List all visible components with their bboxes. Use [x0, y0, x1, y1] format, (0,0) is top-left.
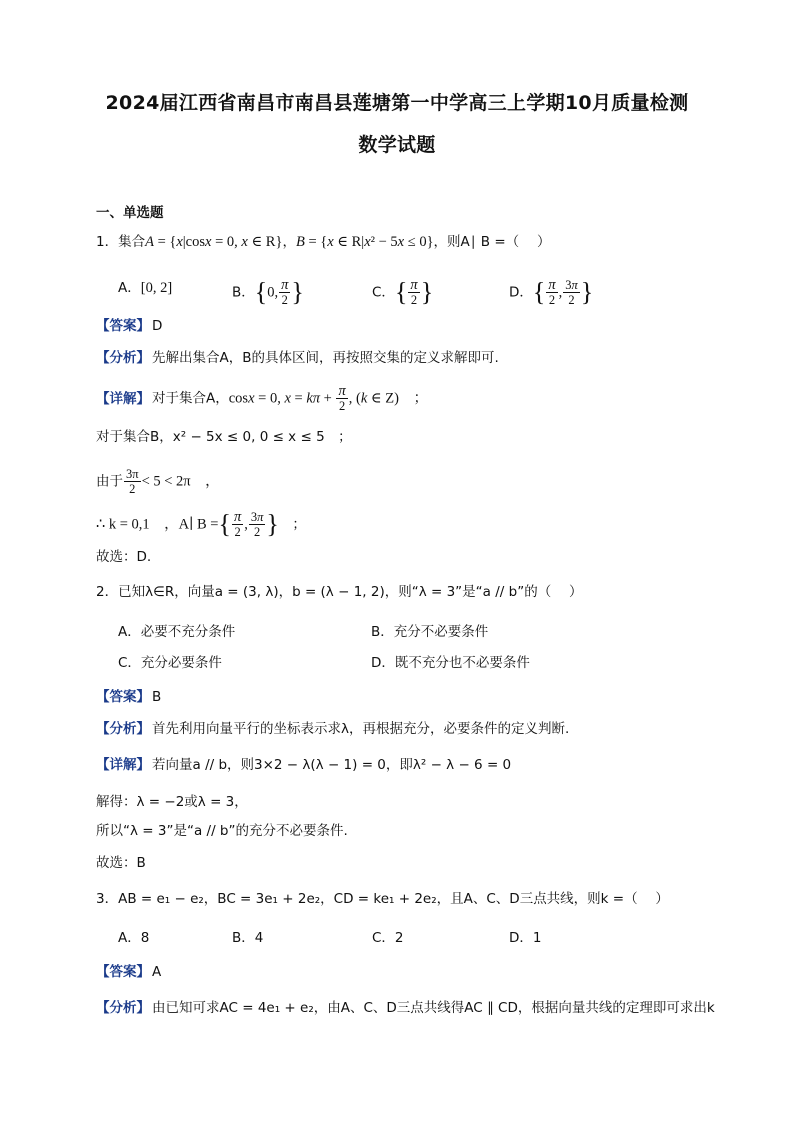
q2-option-c: C．充分必要条件	[118, 655, 222, 671]
q2-answer: 【答案】 B	[96, 689, 162, 705]
q1-option-d: D．{ $\frac{\pi}{2}$ , $\frac{3\pi}{2}$ }	[509, 277, 594, 307]
q2-choose: 故选：B	[96, 855, 146, 871]
q2-analysis: 【分析】 首先利用向量平行的坐标表示求λ，再根据充分，必要条件的定义判断.	[96, 721, 570, 737]
q1-analysis: 【分析】 先解出集合A，B的具体区间，再按照交集的定义求解即可.	[96, 350, 499, 366]
q2-option-b: B．充分不必要条件	[371, 624, 489, 640]
q3-analysis: 【分析】 由已知可求AC = 4e₁ + e₂，由A、C、D三点共线得AC ∥ CD，根据向量共线的定理即可求出k	[96, 1000, 715, 1016]
q1-step3: 由于 $\frac{3\pi}{2}$ < 5 < 2π ，	[96, 467, 220, 496]
q1-option-c: C．{ $\frac{\pi}{2}$ }	[372, 277, 434, 307]
q1-step2: 对于集合B，x² − 5x ≤ 0, 0 ≤ x ≤ 5 ；	[96, 429, 352, 445]
q3-option-a: A．8	[118, 930, 150, 946]
doc-title-line1: 2024届江西省南昌市南昌县莲塘第一中学高三上学期10月质量检测	[105, 92, 689, 114]
q3-option-d: D．1	[509, 930, 542, 946]
q2-option-a: A．必要不充分条件	[118, 624, 236, 640]
section-heading: 一、单选题	[96, 205, 164, 221]
q2-so: 所以“λ = 3”是“a // b”的充分不必要条件.	[96, 823, 348, 839]
q1-detail: 【详解】 对于集合A，cosx = 0, x = kπ + $\frac{\pi}{2}$ , (k ∈ Z) ；	[96, 383, 428, 413]
q1-choose: 故选：D.	[96, 549, 152, 565]
q3-stem: 3．AB = e₁ − e₂，BC = 3e₁ + 2e₂，CD = ke₁ + 2e₂，且A、C、D三点共线，则k =（ ）	[96, 891, 669, 907]
q3-answer: 【答案】 A	[96, 964, 162, 980]
q2-stem: 2．已知λ∈R，向量a = (3, λ)，b = (λ − 1, 2)，则“λ = 3”是“a // b”的（ ）	[96, 584, 583, 600]
q2-detail: 【详解】 若向量a // b，则3×2 − λ(λ − 1) = 0，即λ² − λ − 6 = 0	[96, 757, 512, 773]
q3-option-c: C．2	[372, 930, 404, 946]
q1-number: 1．集合	[96, 234, 146, 250]
q1-step4: ∴ k = 0,1 ，A∣ B ={ $\frac{\pi}{2}$ , $\frac{3\pi}{2}$ } ；	[96, 509, 306, 539]
q1-stem-sep: ，	[282, 234, 296, 250]
q1-answer: 【答案】 D	[96, 318, 163, 334]
q1-stem-end: ，则A∣ B =（ ）	[433, 234, 551, 250]
doc-title-line2: 数学试题	[358, 134, 436, 156]
q1-option-b: B．{0, $\frac{\pi}{2}$ }	[232, 277, 304, 307]
q1-option-a: A．[0, 2]	[118, 280, 173, 296]
q1-stem: 1．集合A = {x|cosx = 0, x ∈ R}，B = {x ∈ R|x² − 5x ≤ 0}，则A∣ B =（ ）	[96, 234, 551, 250]
q2-solve: 解得：λ = −2或λ = 3，	[96, 794, 248, 810]
q2-option-d: D．既不充分也不必要条件	[371, 655, 530, 671]
q3-option-b: B．4	[232, 930, 264, 946]
